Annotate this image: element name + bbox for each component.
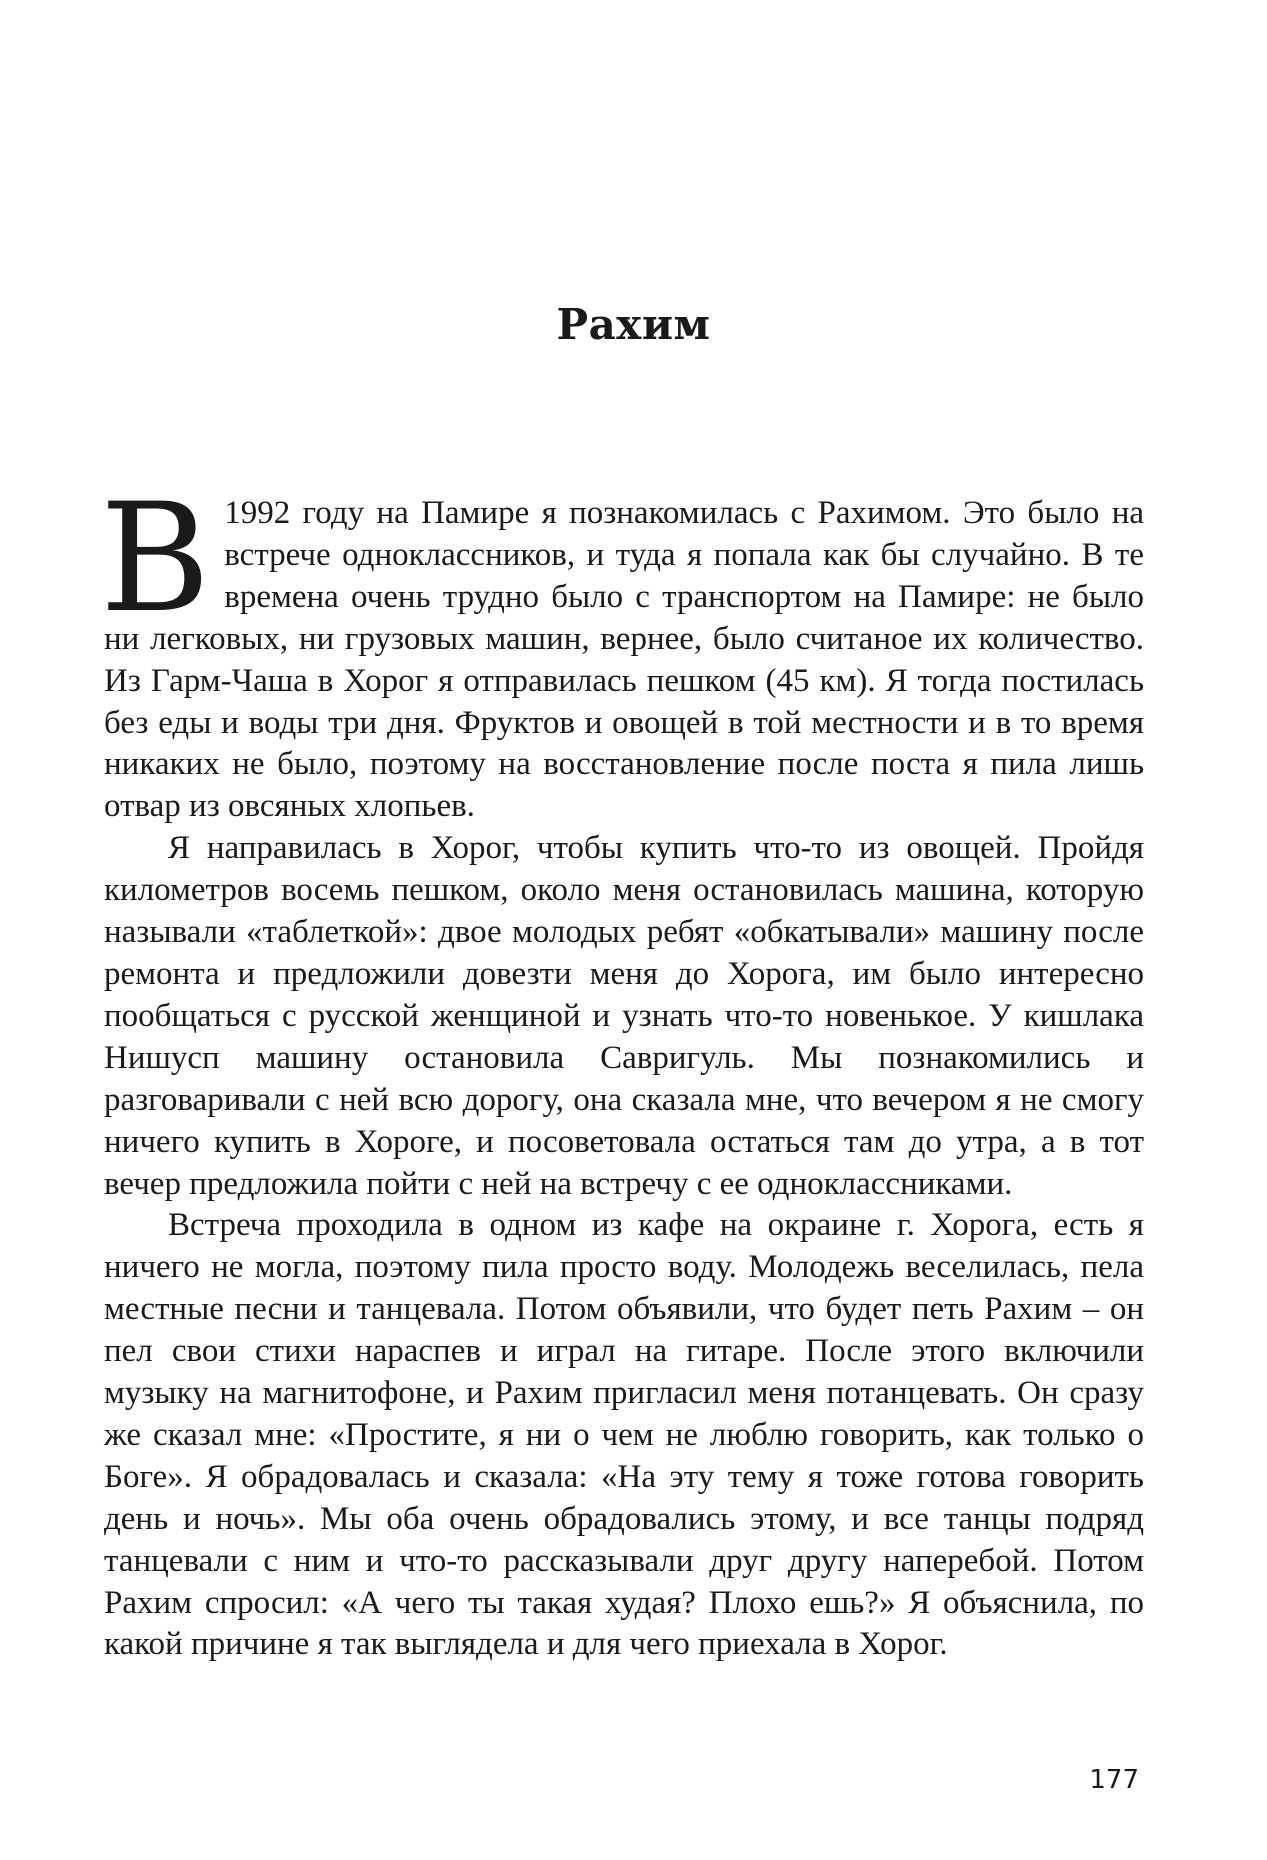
chapter-title: Рахим [556, 300, 711, 349]
paragraph-1-text: 1992 году на Памире я познакомилась с Рахимом. Это было на встрече одноклассников, и туда я попала как бы случайно. В те времена очень трудно было с транспортом на Памире: не было ни легковых, ни грузовых машин, вернее, было считаное их количество. Из Гарм-Чаша в Хорог я отправилась пешком (45 км). Я тогда постилась без еды и воды три дня. Фруктов и овощей в той местности и в то время никаких не было, поэтому на восстановление после поста я пила лишь отвар из овсяных хлопьев. [104, 495, 1144, 825]
drop-cap: В [100, 472, 211, 646]
paragraph-3: Встреча проходила в одном из кафе на окраине г. Хорога, есть я ничего не могла, поэтому пила просто воду. Молодежь веселилась, пела местные песни и танцевала. Потом объявили, что будет петь Рахим – он пел свои стихи нараспев и играл на гитаре. После этого включили музыку на магнитофоне, и Рахим пригласил меня потанцевать. Он сразу же сказал мне: «Простите, я ни о чем не люблю говорить, как только о Боге». Я обрадовалась и сказала: «На эту тему я тоже готова говорить день и ночь». Мы оба очень обрадовались этому, и все танцы подряд танцевали с ним и что-то рассказывали друг другу наперебой. Потом Рахим спросил: «А чего ты такая худая? Плохо ешь?» Я объяснила, по какой причине я так выглядела и для чего приехала в Хорог. [104, 1207, 1144, 1663]
paragraph-2: Я направилась в Хорог, чтобы купить что-то из овощей. Пройдя километров восемь пешком, около меня остановилась машина, которую называли «таблеткой»: двое молодых ребят «обкатывали» машину после ремонта и предложили довезти меня до Хорога, им было интересно пообщаться с русской женщиной и узнать что-то новенькое. У кишлака Нишусп машину остановила Савригуль. Мы познакомились и разговаривали с ней всю дорогу, она сказала мне, что вечером я не смогу ничего купить в Хороге, и посоветовала остаться там до утра, а в тот вечер предложила пойти с ней на встречу с ее одноклассниками. [104, 830, 1144, 1202]
chapter-body [100, 472, 1144, 1666]
page-number: 177 [1089, 1765, 1139, 1795]
paragraph-1 [100, 472, 1144, 828]
